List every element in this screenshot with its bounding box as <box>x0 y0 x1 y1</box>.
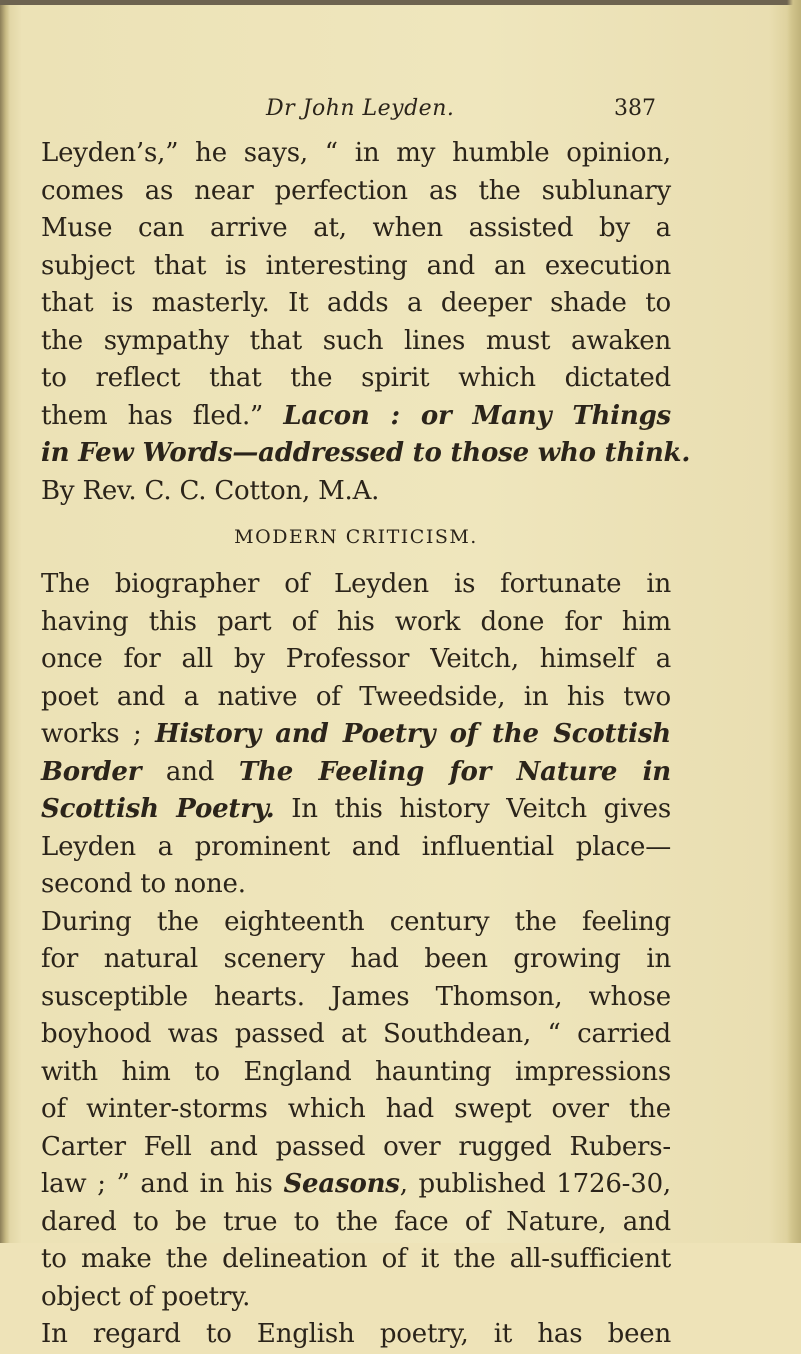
page-top-edge <box>0 0 801 5</box>
text-segment: them has fled.” <box>41 400 284 431</box>
text-line: Leyden a prominent and influential place— <box>41 831 671 862</box>
text-line <box>41 398 671 436</box>
text-line: Leyden’s,” he says, “ in my humble opinion, <box>41 138 671 168</box>
text-line: poet and a native of Tweedside, in his two <box>41 681 671 712</box>
text-line: once for all by Professor Veitch, himself a <box>41 644 671 674</box>
book-title-text: in Few Words—addressed to those who think. <box>41 438 691 468</box>
text-segment: law ; ” and in his <box>41 1169 284 1199</box>
text-line <box>41 716 671 754</box>
text-line: boyhood was passed at Southdean, “ carried <box>41 1019 671 1049</box>
text-line: having this part of his work done for him <box>41 606 671 637</box>
running-head-title: Dr John Leyden. <box>266 96 455 121</box>
text-line: for natural scenery had been growing in <box>41 944 671 974</box>
text-line: In regard to English poetry, it has been <box>41 1319 671 1349</box>
text-line: with him to England haunting impressions <box>41 1056 671 1087</box>
text-line: Carter Fell and passed over rugged Rubers- <box>41 1131 671 1162</box>
text-segment: and <box>141 756 239 787</box>
book-title-text: History and Poetry of the Scottish <box>155 719 672 749</box>
binding-shadow <box>0 5 10 1243</box>
text-segment: , published 1726-30, <box>399 1169 671 1199</box>
text-line: dared to be true to the face of Nature, and <box>41 1206 671 1237</box>
text-line: comes as near perfection as the sublunary <box>41 175 671 206</box>
text-line: to make the delineation of it the all-sufficient <box>41 1244 671 1274</box>
book-title-text: Border <box>41 756 142 787</box>
text-line <box>41 754 671 792</box>
text-segment: works ; <box>41 719 156 749</box>
text-line: the sympathy that such lines must awaken <box>41 325 671 356</box>
book-title-text: Seasons <box>283 1169 400 1199</box>
section-heading: MODERN CRITICISM. <box>234 526 478 548</box>
text-line: By Rev. C. C. Cotton, M.A. <box>41 475 380 506</box>
text-line <box>41 791 671 829</box>
book-title-text: The Feeling for Nature in <box>238 756 671 787</box>
running-head <box>0 96 801 136</box>
text-line: to reflect that the spirit which dictated <box>41 363 671 393</box>
text-line: object of poetry. <box>41 1281 251 1312</box>
text-segment: In this history Veitch gives <box>274 794 671 824</box>
book-title-text: Lacon : or Many Things <box>283 400 671 431</box>
text-line <box>41 1166 671 1204</box>
book-title-text: Scottish Poetry. <box>41 794 275 824</box>
body-text <box>41 135 691 1354</box>
text-line: susceptible hearts. James Thomson, whose <box>41 981 671 1012</box>
text-line: of winter-storms which had swept over the <box>41 1094 671 1124</box>
page-number: 387 <box>614 96 656 121</box>
page-right-edge <box>787 0 801 1243</box>
text-line: second to none. <box>41 869 246 899</box>
text-line: During the eighteenth century the feeling <box>41 906 671 937</box>
text-line: The biographer of Leyden is fortunate in <box>41 569 671 599</box>
text-line: subject that is interesting and an execution <box>41 250 671 281</box>
text-line: Muse can arrive at, when assisted by a <box>41 213 671 243</box>
text-line: that is masterly. It adds a deeper shade to <box>41 288 671 318</box>
